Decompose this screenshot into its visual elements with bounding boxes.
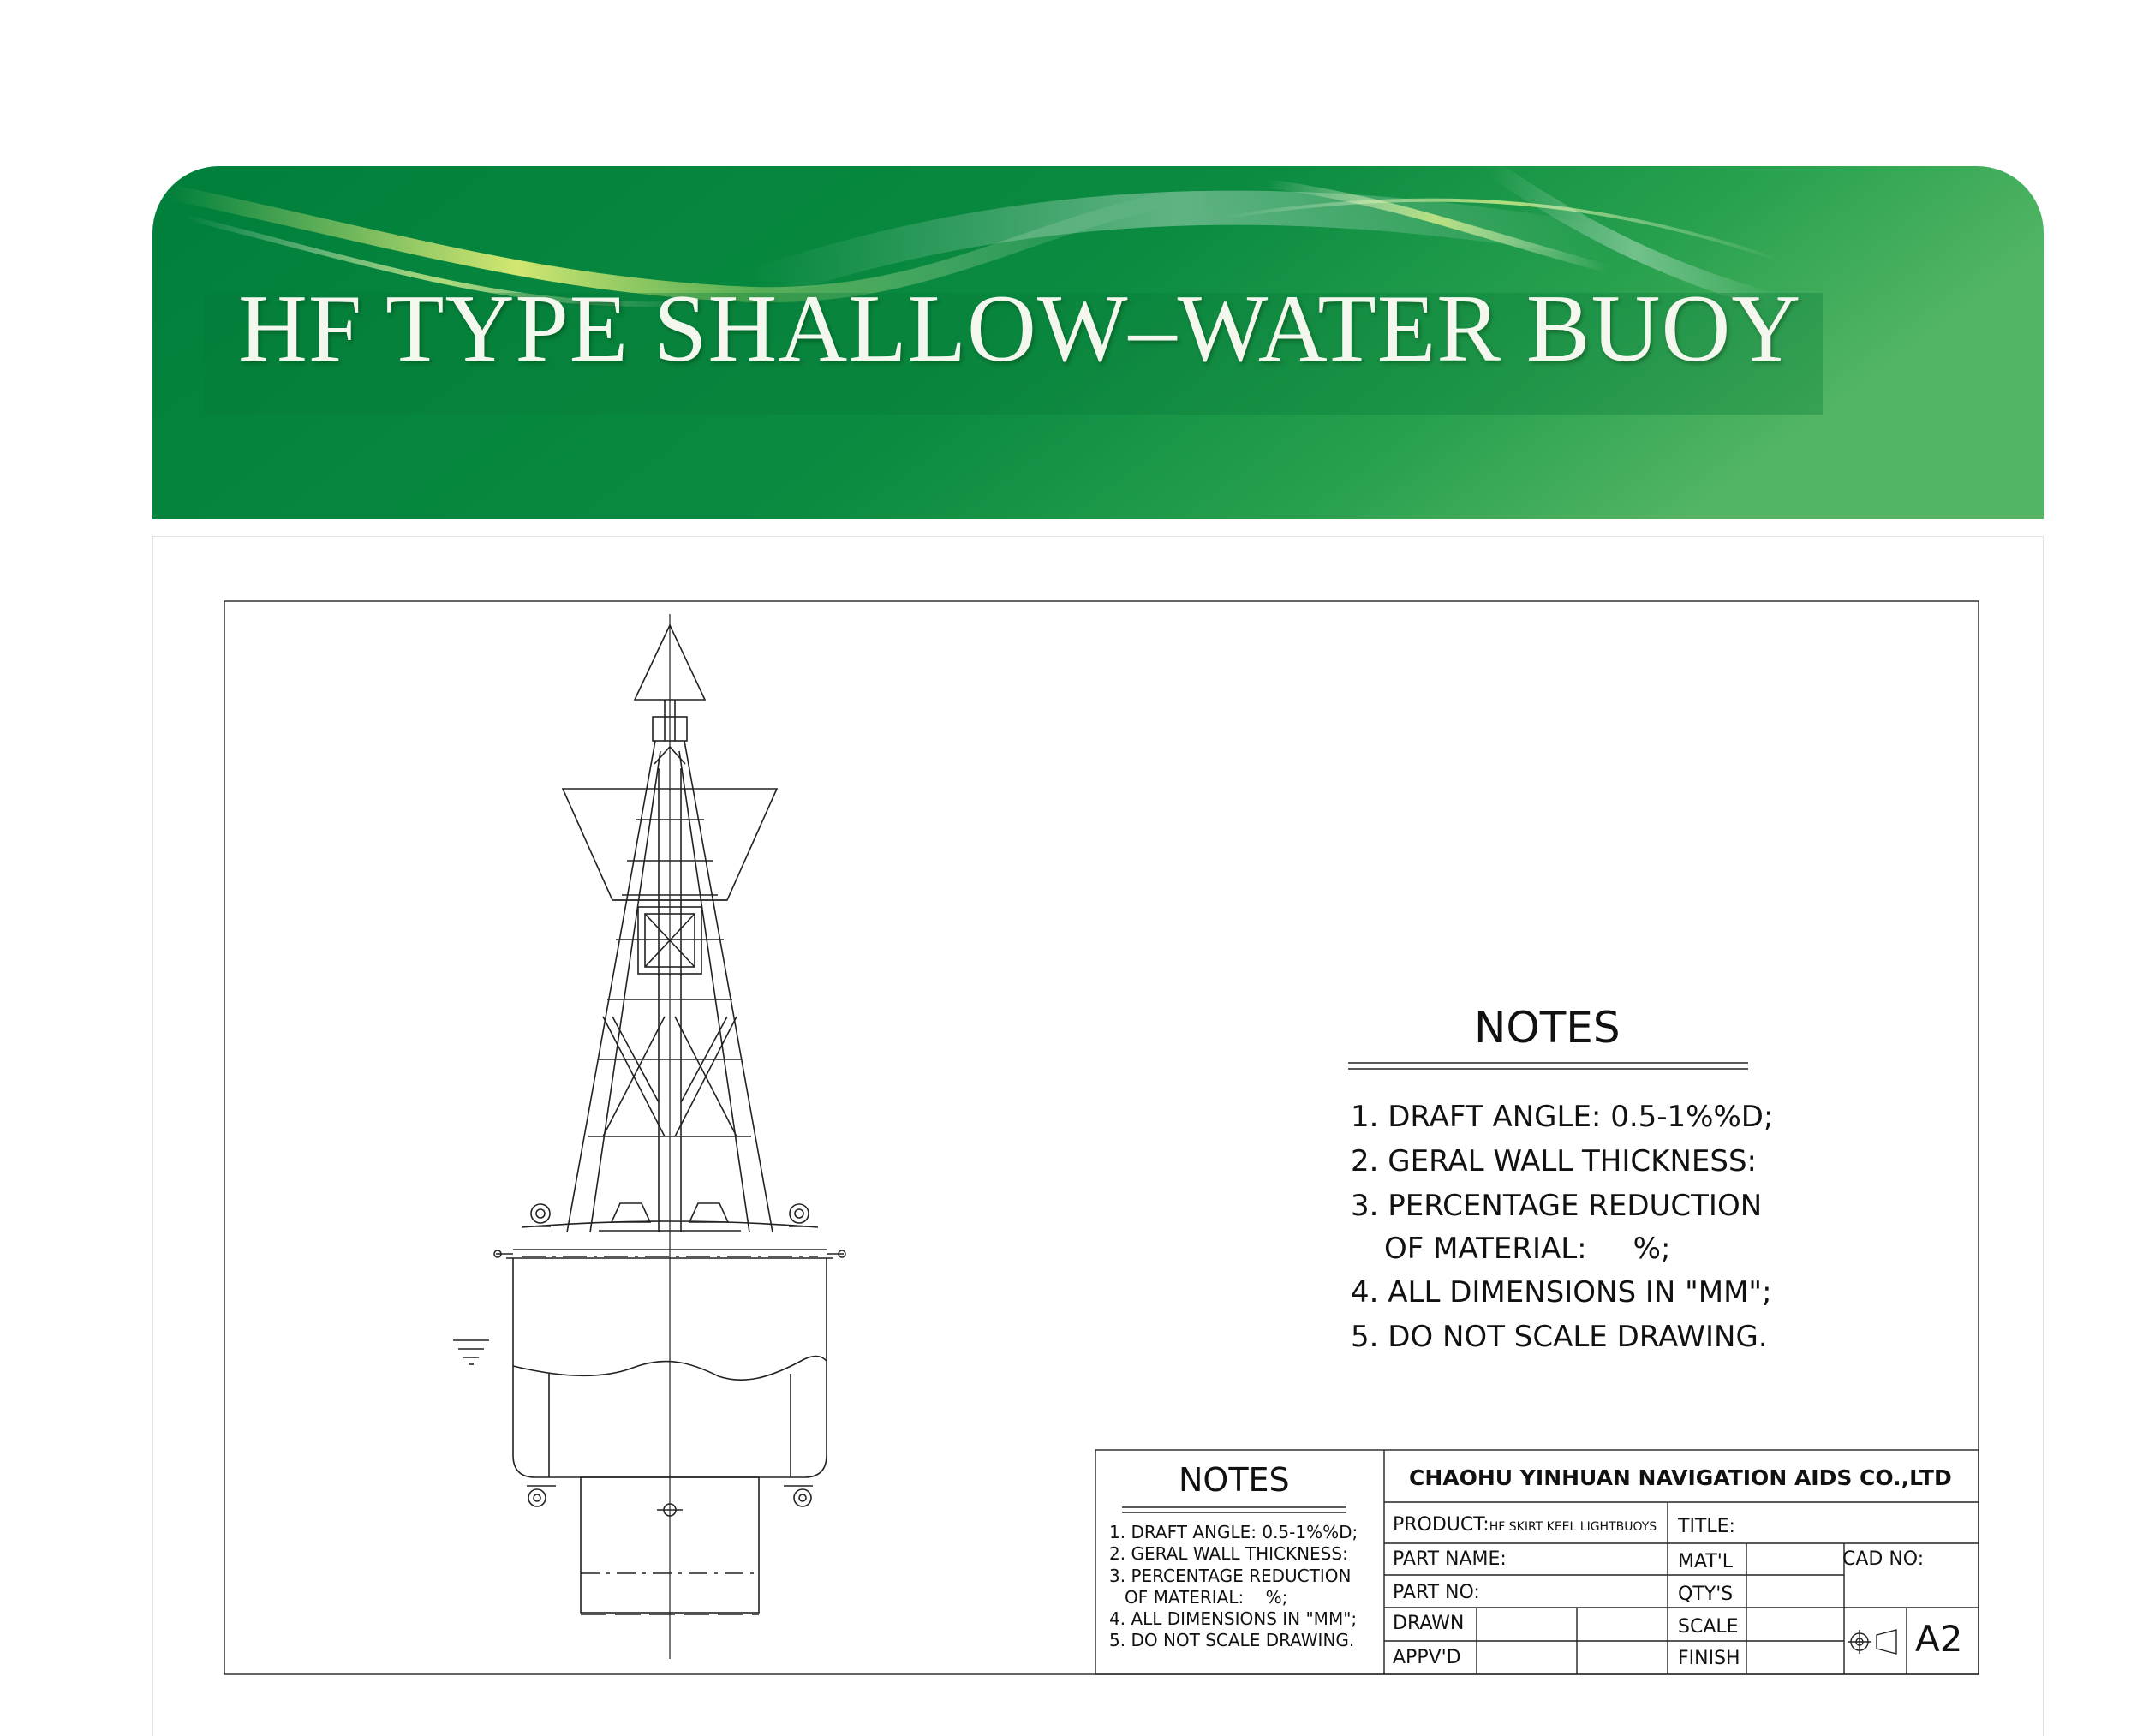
tb-notes-item-4: 4. ALL DIMENSIONS IN "MM"; bbox=[1109, 1608, 1358, 1629]
title-label: TITLE: bbox=[1678, 1516, 1735, 1537]
product-label-text: PRODUCT: bbox=[1393, 1514, 1489, 1536]
sheet-size: A2 bbox=[1915, 1618, 1963, 1660]
finish-label: FINISH bbox=[1678, 1648, 1740, 1669]
first-angle-projection-icon bbox=[1848, 1630, 1896, 1654]
notes-item-4: 4. ALL DIMENSIONS IN "MM"; bbox=[1351, 1275, 1772, 1309]
company-name: CHAOHU YINHUAN NAVIGATION AIDS CO.,LTD bbox=[1409, 1465, 1952, 1490]
drawn-label: DRAWN bbox=[1393, 1613, 1465, 1634]
notes-item-5: 5. DO NOT SCALE DRAWING. bbox=[1351, 1320, 1768, 1354]
scale-label: SCALE bbox=[1678, 1616, 1739, 1638]
tb-notes-item-1: 1. DRAFT ANGLE: 0.5-1%%D; bbox=[1109, 1522, 1358, 1542]
product-value: HF SKIRT KEEL LIGHTBUOYS bbox=[1489, 1520, 1657, 1534]
tb-notes-item-3: 3. PERCENTAGE REDUCTION bbox=[1109, 1566, 1352, 1586]
buoy-drawing bbox=[453, 614, 845, 1659]
part-name-label: PART NAME: bbox=[1393, 1548, 1507, 1570]
tb-notes-item-5: 5. DO NOT SCALE DRAWING. bbox=[1109, 1630, 1355, 1650]
tb-notes-heading: NOTES bbox=[1179, 1461, 1290, 1499]
notes-item-2: 2. GERAL WALL THICKNESS: bbox=[1351, 1144, 1757, 1178]
tb-notes-item-3b: OF MATERIAL: %; bbox=[1125, 1587, 1288, 1608]
drawing-panel bbox=[152, 536, 2044, 1736]
notes-item-3b: OF MATERIAL: %; bbox=[1384, 1232, 1671, 1266]
matl-label: MAT'L bbox=[1678, 1551, 1734, 1572]
cad-no-label: CAD NO: bbox=[1842, 1548, 1925, 1570]
drawing-frame bbox=[224, 601, 1979, 1674]
notes-item-1: 1. DRAFT ANGLE: 0.5-1%%D; bbox=[1351, 1100, 1774, 1134]
tb-notes-item-2: 2. GERAL WALL THICKNESS: bbox=[1109, 1543, 1348, 1564]
banner-title: HF TYPE SHALLOW–WATER BUOY bbox=[238, 276, 1802, 382]
notes-heading: NOTES bbox=[1474, 1003, 1621, 1053]
qtys-label: QTY'S bbox=[1678, 1584, 1734, 1605]
appvd-label: APPV'D bbox=[1393, 1647, 1461, 1668]
product-label bbox=[1393, 1516, 1657, 1535]
header-banner bbox=[152, 166, 2044, 519]
part-no-label: PART NO: bbox=[1393, 1582, 1480, 1603]
notes-item-3: 3. PERCENTAGE REDUCTION bbox=[1351, 1189, 1763, 1223]
